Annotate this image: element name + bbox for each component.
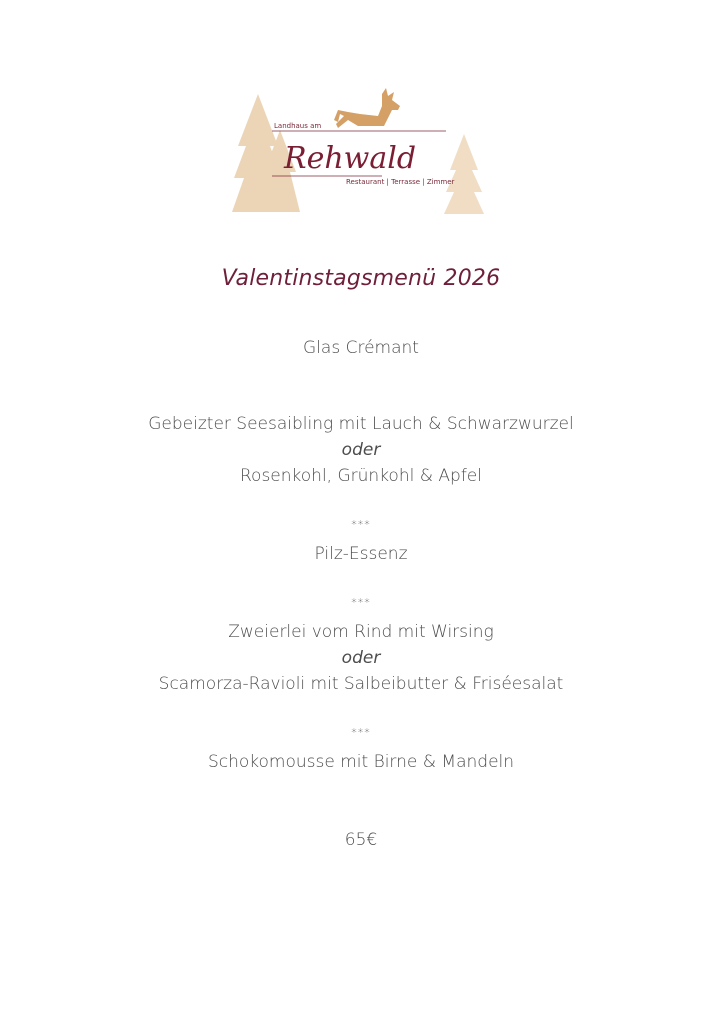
logo-top-text: Landhaus am	[274, 122, 322, 130]
restaurant-logo	[232, 86, 490, 218]
menu-title: Valentinstagsmenü 2026	[221, 266, 501, 291]
logo-name: Rehwald	[284, 141, 417, 176]
separator-2: ***	[351, 596, 371, 609]
course-1-or: oder	[341, 440, 381, 460]
aperitif: Glas Crémant	[303, 338, 419, 358]
dessert: Schokomousse mit Birne & Mandeln	[207, 752, 515, 772]
logo-subtitle: Restaurant | Terrasse | Zimmer	[346, 178, 455, 186]
price: 65€	[344, 830, 378, 850]
separator-3: ***	[351, 726, 371, 739]
tree-icon	[444, 134, 484, 214]
course-3-or: oder	[341, 648, 381, 668]
course-3-option-a: Zweierlei vom Rind mit Wirsing	[228, 622, 494, 642]
separator-1: ***	[351, 518, 371, 531]
course-1-option-b: Rosenkohl, Grünkohl & Apfel	[240, 466, 482, 486]
course-3-option-b: Scamorza-Ravioli mit Salbeibutter & Friséesalat	[158, 674, 564, 694]
deer-icon	[334, 88, 400, 128]
course-2: Pilz-Essenz	[314, 544, 408, 564]
course-1-option-a: Gebeizter Seesaibling mit Lauch & Schwarzwurzel	[148, 414, 574, 434]
